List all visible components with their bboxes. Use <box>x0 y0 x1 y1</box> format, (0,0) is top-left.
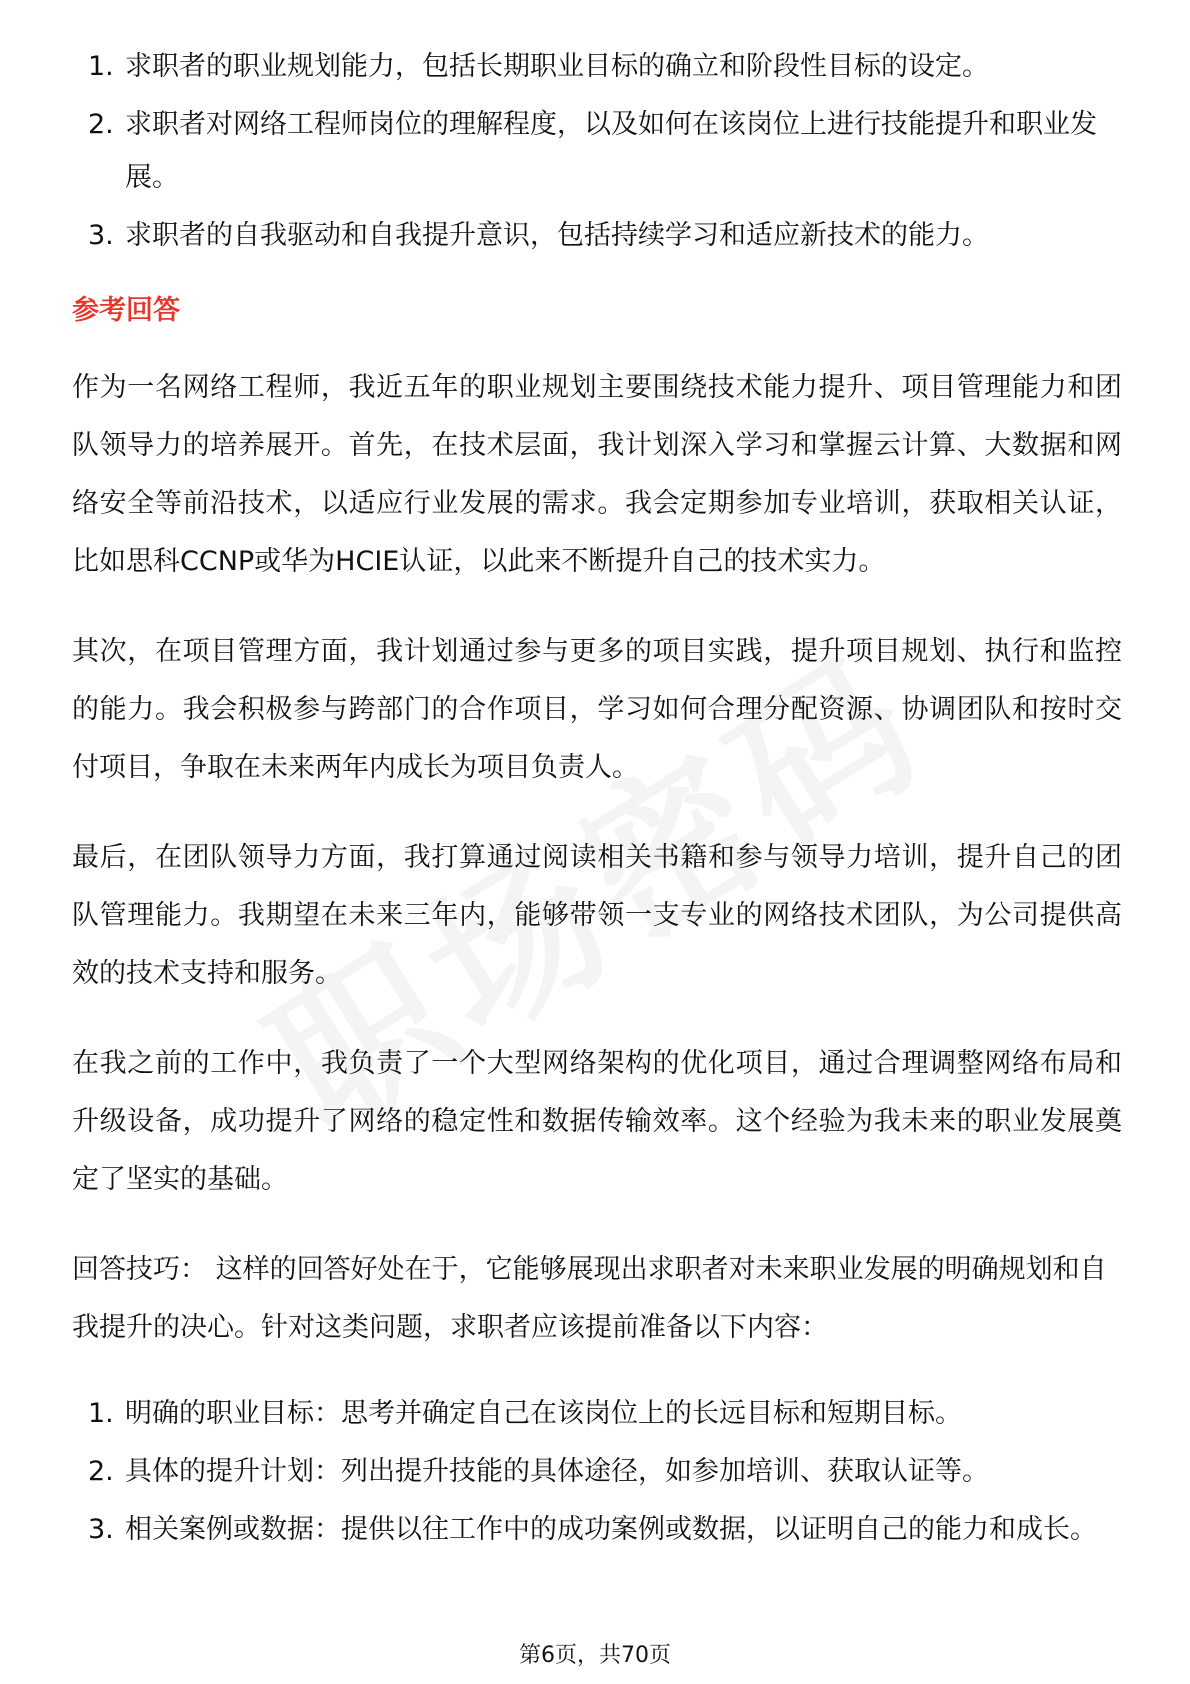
preparation-list <box>72 1387 1122 1556</box>
list-item-text: 明确的职业目标：思考并确定自己在该岗位上的长远目标和短期目标。 <box>125 1398 962 1429</box>
section-title: 参考回答 <box>72 295 180 326</box>
answer-paragraph: 其次，在项目管理方面，我计划通过参与更多的项目实践，提升项目规划、执行和监控的能力。我会积极参与跨部门的合作项目，学习如何合理分配资源、协调团队和按时交付项目，争取在未来两年内成长为项目负责人。 <box>72 636 1122 783</box>
list-item-text: 求职者的自我驱动和自我提升意识，包括持续学习和适应新技术的能力。 <box>125 220 989 251</box>
answer-paragraph: 最后，在团队领导力方面，我打算通过阅读相关书籍和参与领导力培训，提升自己的团队管理能力。我期望在未来三年内，能够带领一支专业的网络技术团队，为公司提供高效的技术支持和服务。 <box>72 842 1122 989</box>
list-item <box>72 1503 1122 1556</box>
criteria-list <box>72 40 1122 262</box>
list-item <box>72 1445 1122 1498</box>
list-item-number: 3. <box>88 220 114 251</box>
list-item-number: 1. <box>88 51 114 82</box>
list-item-number: 3. <box>88 1514 114 1545</box>
list-item-text: 求职者的职业规划能力，包括长期职业目标的确立和阶段性目标的设定。 <box>125 51 989 82</box>
list-item-text: 求职者对网络工程师岗位的理解程度，以及如何在该岗位上进行技能提升和职业发展。 <box>125 109 1097 193</box>
list-item <box>72 98 1122 204</box>
list-item <box>72 209 1122 262</box>
answer-paragraph: 作为一名网络工程师，我近五年的职业规划主要围绕技术能力提升、项目管理能力和团队领导力的培养展开。首先，在技术层面，我计划深入学习和掌握云计算、大数据和网络安全等前沿技术，以适应行业发展的需求。我会定期参加专业培训，获取相关认证，比如思科CCNP或华为HCIE认证，以此来不断提升自己的技术实力。 <box>72 372 1122 577</box>
list-item <box>72 40 1122 93</box>
page-content <box>72 40 1122 1561</box>
answer-paragraph: 在我之前的工作中，我负责了一个大型网络架构的优化项目，通过合理调整网络布局和升级设备，成功提升了网络的稳定性和数据传输效率。这个经验为我未来的职业发展奠定了坚实的基础。 <box>72 1048 1122 1195</box>
list-item-number: 2. <box>88 109 114 140</box>
list-item-number: 2. <box>88 1456 114 1487</box>
answer-tip: 回答技巧： 这样的回答好处在于，它能够展现出求职者对未来职业发展的明确规划和自我提升的决心。针对这类问题，求职者应该提前准备以下内容： <box>72 1254 1107 1343</box>
list-item-text: 相关案例或数据：提供以往工作中的成功案例或数据，以证明自己的能力和成长。 <box>125 1514 1097 1545</box>
list-item-text: 具体的提升计划：列出提升技能的具体途径，如参加培训、获取认证等。 <box>125 1456 989 1487</box>
list-item <box>72 1387 1122 1440</box>
list-item-number: 1. <box>88 1398 114 1429</box>
page-number-footer: 第6页，共70页 <box>519 1643 671 1668</box>
